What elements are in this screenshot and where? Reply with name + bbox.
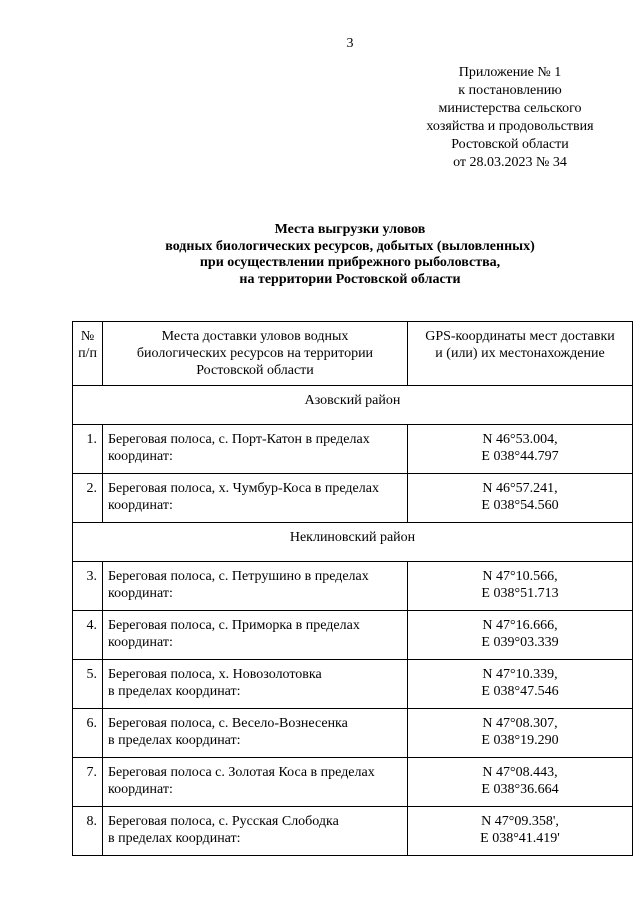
header-number: [73, 322, 103, 386]
row-gps: [408, 709, 633, 758]
appendix-line: хозяйства и продовольствия: [426, 119, 594, 134]
row-place: [103, 562, 408, 611]
page-number: 3: [346, 36, 354, 51]
header-text: биологических ресурсов на территории: [136, 346, 374, 361]
row-gps: [408, 660, 633, 709]
gps-longitude: E 038°51.713: [481, 586, 559, 601]
gps-latitude: N 47°16.666,: [482, 618, 558, 633]
place-text: Береговая полоса, с. Петрушино в пределах: [108, 569, 369, 584]
gps-longitude: E 039°03.339: [481, 635, 559, 650]
table-row: [73, 562, 633, 611]
gps-longitude: E 038°41.419': [480, 831, 560, 846]
row-number: 4.: [73, 611, 103, 660]
place-text: Береговая полоса, с. Приморка в пределах: [108, 618, 360, 633]
place-text: Береговая полоса, х. Новозолотовка: [108, 667, 322, 682]
row-gps: [408, 758, 633, 807]
row-place: [103, 807, 408, 856]
place-text: Береговая полоса, с. Весело-Вознесенка: [108, 716, 348, 731]
row-number: 2.: [73, 474, 103, 523]
header-text: Места доставки уловов водных: [161, 329, 349, 344]
place-text: в пределах координат:: [108, 684, 241, 699]
row-number: 5.: [73, 660, 103, 709]
district-name: Азовский район: [73, 386, 633, 425]
title-line: Места выгрузки уловов: [274, 222, 426, 237]
gps-latitude: N 46°57.241,: [482, 481, 558, 496]
row-number: 6.: [73, 709, 103, 758]
appendix-line: министерства сельского: [438, 101, 582, 116]
place-text: Береговая полоса, х. Чумбур-Коса в пределах: [108, 481, 379, 496]
header-place: [103, 322, 408, 386]
header-text: п/п: [78, 346, 97, 361]
appendix-line: к постановлению: [458, 83, 562, 98]
place-text: Береговая полоса, с. Русская Слободка: [108, 814, 339, 829]
place-text: координат:: [108, 586, 173, 601]
place-text: Береговая полоса, с. Порт-Катон в пределах: [108, 432, 370, 447]
place-text: Береговая полоса с. Золотая Коса в пределах: [108, 765, 375, 780]
gps-longitude: E 038°47.546: [481, 684, 559, 699]
gps-longitude: E 038°19.290: [481, 733, 559, 748]
gps-latitude: N 46°53.004,: [482, 432, 558, 447]
header-text: и (или) их местонахождение: [435, 346, 605, 361]
place-text: координат:: [108, 635, 173, 650]
title-line: на территории Ростовской области: [239, 271, 461, 287]
header-text: GPS-координаты мест доставки: [425, 329, 615, 344]
row-number: 7.: [73, 758, 103, 807]
header-text: Ростовской области: [196, 363, 314, 378]
district-row: [73, 386, 633, 425]
row-gps: [408, 562, 633, 611]
district-name: Неклиновский район: [73, 523, 633, 562]
row-place: [103, 425, 408, 474]
place-text: координат:: [108, 498, 173, 513]
header-text: №: [80, 329, 95, 344]
gps-longitude: E 038°44.797: [481, 449, 559, 464]
document-title: [0, 222, 640, 288]
table-row: [73, 425, 633, 474]
row-gps: [408, 425, 633, 474]
row-gps: [408, 611, 633, 660]
table-row: [73, 474, 633, 523]
gps-longitude: E 038°54.560: [481, 498, 559, 513]
table-row: [73, 611, 633, 660]
row-place: [103, 758, 408, 807]
appendix-line: от 28.03.2023 № 34: [453, 155, 567, 170]
title-line: водных биологических ресурсов, добытых (выловленных): [165, 238, 535, 254]
gps-latitude: N 47°10.566,: [482, 569, 558, 584]
row-gps: [408, 807, 633, 856]
place-text: в пределах координат:: [108, 831, 241, 846]
gps-latitude: N 47°09.358',: [481, 814, 559, 829]
header-gps: [408, 322, 633, 386]
table-row: [73, 709, 633, 758]
row-place: [103, 660, 408, 709]
gps-latitude: N 47°10.339,: [482, 667, 558, 682]
row-place: [103, 611, 408, 660]
table-row: [73, 807, 633, 856]
gps-latitude: N 47°08.443,: [482, 765, 558, 780]
title-line: при осуществлении прибрежного рыболовства,: [199, 255, 501, 270]
row-place: [103, 709, 408, 758]
place-text: координат:: [108, 782, 173, 797]
row-gps: [408, 474, 633, 523]
place-text: координат:: [108, 449, 173, 464]
landing-places-table: [72, 321, 633, 856]
row-number: 3.: [73, 562, 103, 611]
place-text: в пределах координат:: [108, 733, 241, 748]
gps-latitude: N 47°08.307,: [482, 716, 558, 731]
row-number: 8.: [73, 807, 103, 856]
gps-longitude: E 038°36.664: [481, 782, 559, 797]
table-header-row: [73, 322, 633, 386]
appendix-line: Приложение № 1: [458, 65, 562, 80]
table-row: [73, 758, 633, 807]
row-number: 1.: [73, 425, 103, 474]
table-row: [73, 660, 633, 709]
appendix-line: Ростовской области: [451, 137, 569, 152]
row-place: [103, 474, 408, 523]
district-row: [73, 523, 633, 562]
appendix-note: [400, 64, 620, 172]
